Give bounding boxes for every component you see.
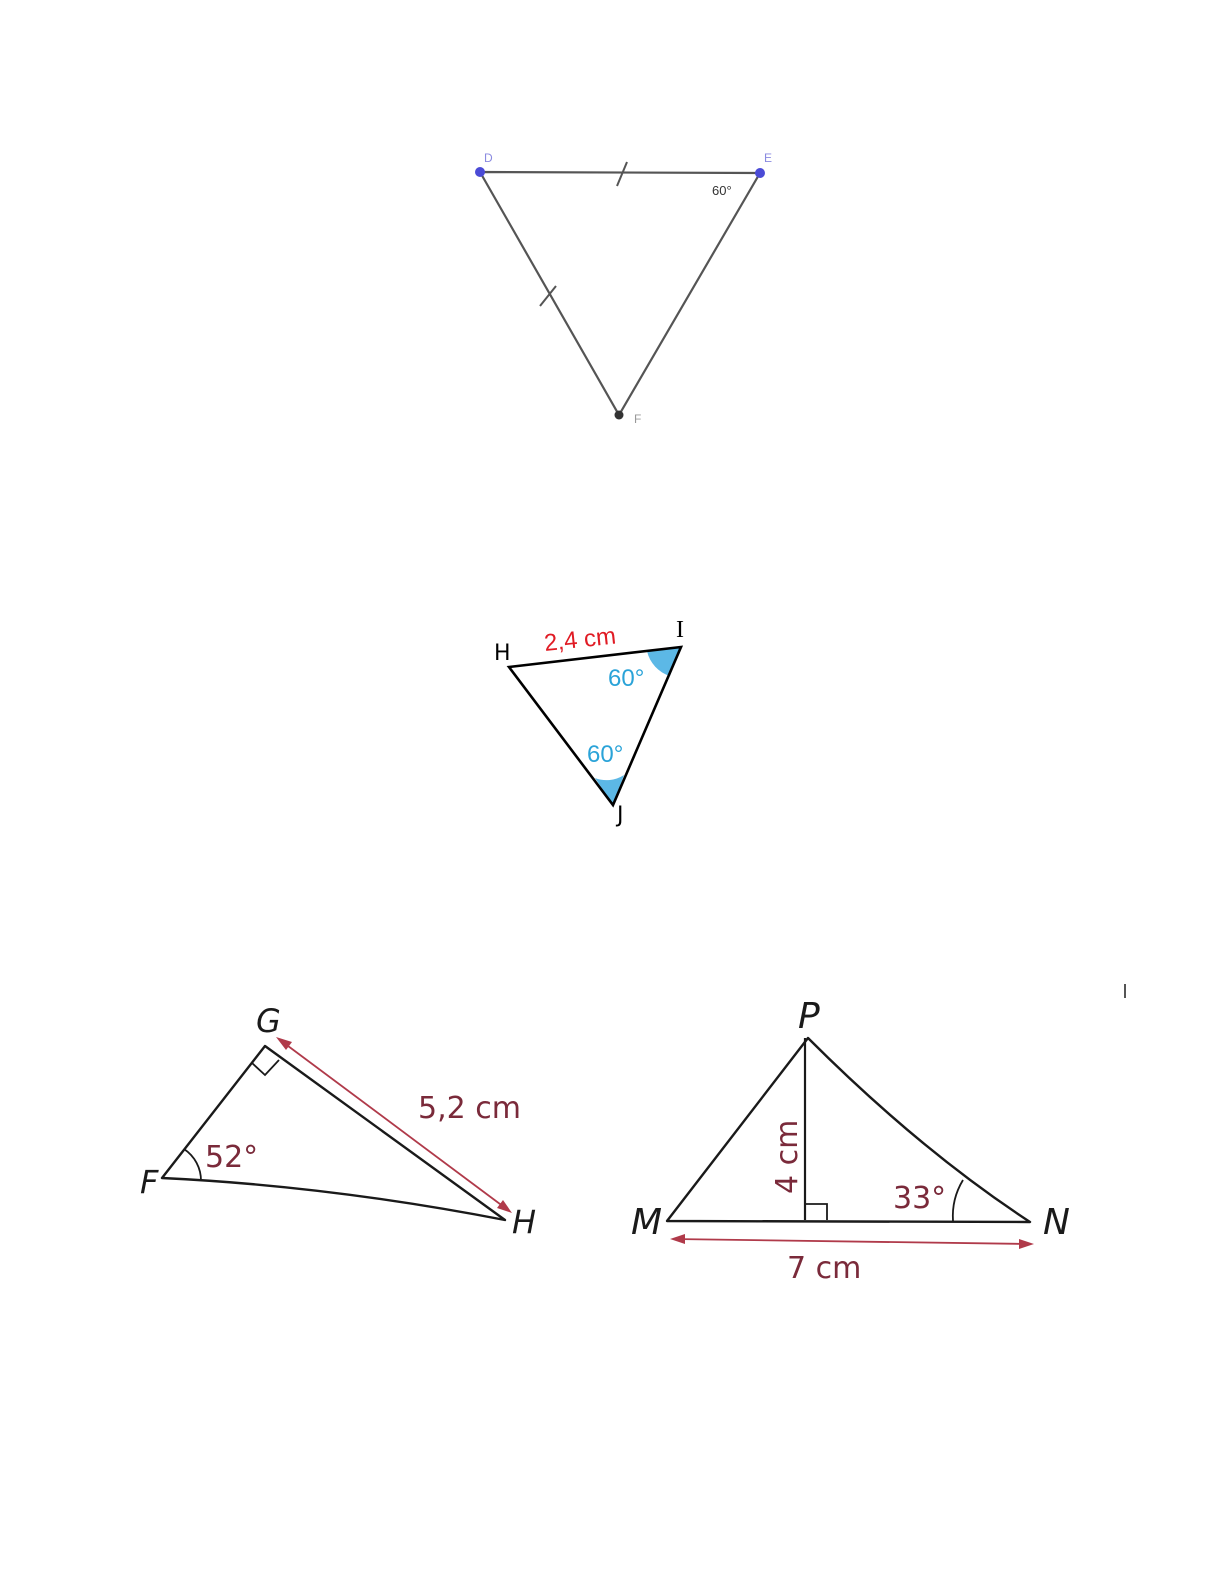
label-e: E — [764, 151, 773, 165]
angle-label-i: 60° — [608, 665, 645, 692]
triangle-def — [475, 151, 772, 426]
point-e — [755, 168, 765, 178]
label-f2: F — [140, 1163, 159, 1201]
label-h2: H — [512, 1203, 537, 1241]
triangle-mnp-edges — [667, 1038, 1030, 1222]
base-label: 7 cm — [787, 1251, 862, 1286]
angle-label-j: 60° — [587, 741, 624, 768]
label-i: I — [676, 617, 684, 643]
arrow-head-m — [670, 1234, 685, 1244]
triangle-hij — [494, 617, 684, 828]
label-d: D — [484, 151, 493, 165]
right-angle-mark-g — [252, 1060, 279, 1075]
angle-arc-f — [184, 1149, 201, 1181]
tick-mark-de — [617, 162, 627, 186]
right-angle-mark-foot — [805, 1204, 827, 1220]
triangle-mnp — [631, 984, 1125, 1286]
label-j: J — [617, 803, 624, 828]
label-n: N — [1043, 1202, 1070, 1243]
label-g: G — [256, 1002, 281, 1040]
arrow-head-h — [497, 1200, 512, 1213]
triangle-fgh — [140, 1002, 536, 1241]
label-f: F — [634, 412, 642, 426]
label-p: P — [798, 996, 820, 1037]
triangle-def-edges — [480, 172, 760, 415]
angle-arc-n — [953, 1180, 963, 1221]
label-h: H — [494, 641, 511, 666]
angle-label-f: 52° — [205, 1140, 259, 1175]
triangle-hij-edges — [509, 647, 681, 805]
angle-label-n: 33° — [893, 1181, 947, 1216]
triangle-fgh-edges — [162, 1046, 505, 1220]
side-length-gh: 5,2 cm — [418, 1091, 521, 1126]
arrow-head-n — [1019, 1239, 1034, 1249]
height-label: 4 cm — [770, 1119, 805, 1194]
point-d — [475, 167, 485, 177]
angle-label-e: 60° — [712, 183, 732, 198]
label-m: M — [631, 1202, 663, 1243]
measure-line-mn — [673, 1239, 1030, 1244]
side-length-hi: 2,4 cm — [542, 622, 618, 657]
point-f — [615, 411, 624, 420]
